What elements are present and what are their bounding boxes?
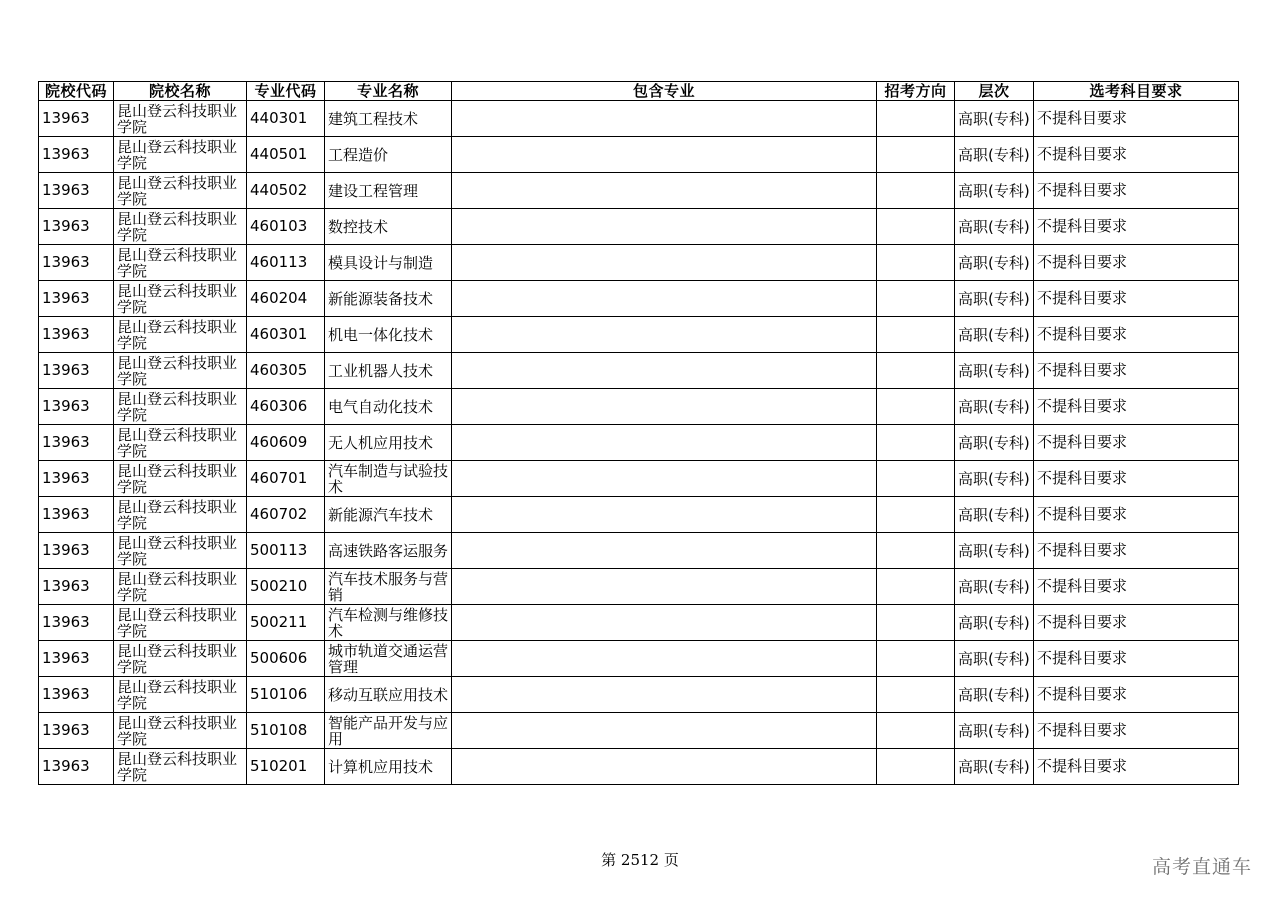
table-row	[39, 677, 1239, 713]
cell-major-name: 智能产品开发与应用	[325, 713, 452, 749]
cell-subject-requirement: 不提科目要求	[1034, 533, 1239, 569]
cell-direction	[877, 749, 955, 785]
cell-direction	[877, 425, 955, 461]
cell-included-majors	[452, 533, 877, 569]
table-row	[39, 317, 1239, 353]
cell-major-code: 510201	[247, 749, 325, 785]
cell-subject-requirement: 不提科目要求	[1034, 281, 1239, 317]
table-row	[39, 605, 1239, 641]
page-number: 第 2512 页	[601, 851, 679, 869]
cell-school-code: 13963	[39, 425, 114, 461]
cell-school-name: 昆山登云科技职业学院	[114, 677, 247, 713]
cell-school-name: 昆山登云科技职业学院	[114, 173, 247, 209]
cell-included-majors	[452, 641, 877, 677]
cell-level: 高职(专科)	[955, 533, 1034, 569]
cell-major-code: 440502	[247, 173, 325, 209]
cell-major-code: 440301	[247, 101, 325, 137]
cell-school-name: 昆山登云科技职业学院	[114, 317, 247, 353]
table-row	[39, 713, 1239, 749]
table-row	[39, 749, 1239, 785]
cell-direction	[877, 533, 955, 569]
cell-major-name: 高速铁路客运服务	[325, 533, 452, 569]
cell-major-code: 440501	[247, 137, 325, 173]
table-row	[39, 281, 1239, 317]
cell-school-name: 昆山登云科技职业学院	[114, 713, 247, 749]
cell-included-majors	[452, 749, 877, 785]
header-subject-requirement: 选考科目要求	[1034, 82, 1239, 101]
cell-major-name: 机电一体化技术	[325, 317, 452, 353]
cell-school-code: 13963	[39, 137, 114, 173]
cell-major-code: 460609	[247, 425, 325, 461]
cell-direction	[877, 569, 955, 605]
cell-subject-requirement: 不提科目要求	[1034, 389, 1239, 425]
header-school-name: 院校名称	[114, 82, 247, 101]
cell-school-name: 昆山登云科技职业学院	[114, 461, 247, 497]
cell-direction	[877, 461, 955, 497]
cell-school-code: 13963	[39, 605, 114, 641]
cell-subject-requirement: 不提科目要求	[1034, 569, 1239, 605]
cell-school-name: 昆山登云科技职业学院	[114, 137, 247, 173]
cell-school-name: 昆山登云科技职业学院	[114, 605, 247, 641]
header-direction: 招考方向	[877, 82, 955, 101]
cell-direction	[877, 497, 955, 533]
cell-level: 高职(专科)	[955, 569, 1034, 605]
header-major-name: 专业名称	[325, 82, 452, 101]
cell-school-name: 昆山登云科技职业学院	[114, 641, 247, 677]
cell-level: 高职(专科)	[955, 173, 1034, 209]
table-row	[39, 389, 1239, 425]
cell-level: 高职(专科)	[955, 137, 1034, 173]
cell-school-code: 13963	[39, 533, 114, 569]
cell-direction	[877, 209, 955, 245]
cell-school-name: 昆山登云科技职业学院	[114, 353, 247, 389]
cell-included-majors	[452, 137, 877, 173]
table-row	[39, 533, 1239, 569]
cell-school-name: 昆山登云科技职业学院	[114, 425, 247, 461]
cell-school-name: 昆山登云科技职业学院	[114, 533, 247, 569]
cell-direction	[877, 605, 955, 641]
table-row	[39, 353, 1239, 389]
cell-major-name: 汽车制造与试验技术	[325, 461, 452, 497]
cell-major-code: 510106	[247, 677, 325, 713]
cell-school-code: 13963	[39, 749, 114, 785]
cell-major-code: 460702	[247, 497, 325, 533]
cell-school-code: 13963	[39, 497, 114, 533]
cell-included-majors	[452, 605, 877, 641]
cell-subject-requirement: 不提科目要求	[1034, 353, 1239, 389]
cell-major-code: 460113	[247, 245, 325, 281]
header-major-code: 专业代码	[247, 82, 325, 101]
cell-subject-requirement: 不提科目要求	[1034, 641, 1239, 677]
cell-school-code: 13963	[39, 677, 114, 713]
header-row	[39, 82, 1239, 101]
cell-major-name: 新能源装备技术	[325, 281, 452, 317]
cell-subject-requirement: 不提科目要求	[1034, 317, 1239, 353]
cell-school-code: 13963	[39, 569, 114, 605]
cell-school-code: 13963	[39, 461, 114, 497]
cell-school-code: 13963	[39, 101, 114, 137]
header-level: 层次	[955, 82, 1034, 101]
cell-subject-requirement: 不提科目要求	[1034, 713, 1239, 749]
cell-included-majors	[452, 245, 877, 281]
table-row	[39, 101, 1239, 137]
cell-major-code: 500606	[247, 641, 325, 677]
cell-school-code: 13963	[39, 281, 114, 317]
cell-major-name: 电气自动化技术	[325, 389, 452, 425]
cell-level: 高职(专科)	[955, 389, 1034, 425]
table-row	[39, 497, 1239, 533]
table-row	[39, 461, 1239, 497]
cell-major-name: 移动互联应用技术	[325, 677, 452, 713]
cell-major-code: 460701	[247, 461, 325, 497]
cell-subject-requirement: 不提科目要求	[1034, 677, 1239, 713]
cell-level: 高职(专科)	[955, 281, 1034, 317]
cell-school-code: 13963	[39, 641, 114, 677]
cell-included-majors	[452, 569, 877, 605]
cell-major-name: 数控技术	[325, 209, 452, 245]
cell-level: 高职(专科)	[955, 605, 1034, 641]
cell-included-majors	[452, 497, 877, 533]
cell-direction	[877, 389, 955, 425]
table-row	[39, 173, 1239, 209]
cell-direction	[877, 353, 955, 389]
table-row	[39, 569, 1239, 605]
cell-direction	[877, 713, 955, 749]
cell-level: 高职(专科)	[955, 749, 1034, 785]
cell-school-name: 昆山登云科技职业学院	[114, 101, 247, 137]
cell-major-name: 建筑工程技术	[325, 101, 452, 137]
cell-level: 高职(专科)	[955, 245, 1034, 281]
cell-included-majors	[452, 173, 877, 209]
cell-level: 高职(专科)	[955, 353, 1034, 389]
cell-level: 高职(专科)	[955, 713, 1034, 749]
cell-direction	[877, 281, 955, 317]
cell-school-code: 13963	[39, 713, 114, 749]
cell-major-code: 460305	[247, 353, 325, 389]
cell-included-majors	[452, 461, 877, 497]
cell-direction	[877, 137, 955, 173]
cell-school-name: 昆山登云科技职业学院	[114, 281, 247, 317]
table-row	[39, 245, 1239, 281]
cell-school-code: 13963	[39, 317, 114, 353]
cell-subject-requirement: 不提科目要求	[1034, 173, 1239, 209]
cell-major-name: 汽车技术服务与营销	[325, 569, 452, 605]
cell-included-majors	[452, 677, 877, 713]
cell-major-name: 新能源汽车技术	[325, 497, 452, 533]
cell-school-name: 昆山登云科技职业学院	[114, 245, 247, 281]
cell-included-majors	[452, 353, 877, 389]
cell-included-majors	[452, 101, 877, 137]
cell-included-majors	[452, 209, 877, 245]
cell-school-name: 昆山登云科技职业学院	[114, 209, 247, 245]
cell-subject-requirement: 不提科目要求	[1034, 101, 1239, 137]
cell-major-name: 无人机应用技术	[325, 425, 452, 461]
cell-level: 高职(专科)	[955, 461, 1034, 497]
cell-included-majors	[452, 317, 877, 353]
cell-level: 高职(专科)	[955, 677, 1034, 713]
cell-direction	[877, 317, 955, 353]
table-row	[39, 137, 1239, 173]
cell-school-name: 昆山登云科技职业学院	[114, 389, 247, 425]
header-included-majors: 包含专业	[452, 82, 877, 101]
cell-subject-requirement: 不提科目要求	[1034, 497, 1239, 533]
cell-school-name: 昆山登云科技职业学院	[114, 569, 247, 605]
cell-major-name: 计算机应用技术	[325, 749, 452, 785]
cell-major-name: 工程造价	[325, 137, 452, 173]
cell-level: 高职(专科)	[955, 641, 1034, 677]
cell-school-code: 13963	[39, 173, 114, 209]
cell-school-code: 13963	[39, 389, 114, 425]
cell-school-name: 昆山登云科技职业学院	[114, 497, 247, 533]
cell-major-code: 510108	[247, 713, 325, 749]
cell-level: 高职(专科)	[955, 101, 1034, 137]
cell-subject-requirement: 不提科目要求	[1034, 605, 1239, 641]
cell-subject-requirement: 不提科目要求	[1034, 137, 1239, 173]
cell-included-majors	[452, 713, 877, 749]
cell-school-code: 13963	[39, 209, 114, 245]
cell-direction	[877, 101, 955, 137]
cell-major-code: 460103	[247, 209, 325, 245]
cell-direction	[877, 245, 955, 281]
cell-direction	[877, 641, 955, 677]
cell-direction	[877, 173, 955, 209]
cell-included-majors	[452, 425, 877, 461]
header-school-code: 院校代码	[39, 82, 114, 101]
cell-major-code: 500210	[247, 569, 325, 605]
cell-major-code: 460306	[247, 389, 325, 425]
table-row	[39, 641, 1239, 677]
cell-included-majors	[452, 389, 877, 425]
cell-school-code: 13963	[39, 245, 114, 281]
cell-major-name: 城市轨道交通运营管理	[325, 641, 452, 677]
cell-major-code: 460301	[247, 317, 325, 353]
admission-table	[38, 81, 1239, 785]
table-body	[39, 101, 1239, 785]
cell-level: 高职(专科)	[955, 209, 1034, 245]
cell-level: 高职(专科)	[955, 317, 1034, 353]
cell-major-name: 模具设计与制造	[325, 245, 452, 281]
cell-subject-requirement: 不提科目要求	[1034, 425, 1239, 461]
cell-subject-requirement: 不提科目要求	[1034, 461, 1239, 497]
table-row	[39, 425, 1239, 461]
cell-subject-requirement: 不提科目要求	[1034, 749, 1239, 785]
table-header	[39, 82, 1239, 101]
cell-major-name: 汽车检测与维修技术	[325, 605, 452, 641]
cell-school-code: 13963	[39, 353, 114, 389]
cell-level: 高职(专科)	[955, 497, 1034, 533]
cell-subject-requirement: 不提科目要求	[1034, 245, 1239, 281]
watermark-text: 高考直通车	[1151, 856, 1252, 878]
cell-school-name: 昆山登云科技职业学院	[114, 749, 247, 785]
cell-level: 高职(专科)	[955, 425, 1034, 461]
cell-included-majors	[452, 281, 877, 317]
cell-major-code: 460204	[247, 281, 325, 317]
cell-subject-requirement: 不提科目要求	[1034, 209, 1239, 245]
cell-major-code: 500211	[247, 605, 325, 641]
cell-major-name: 工业机器人技术	[325, 353, 452, 389]
cell-direction	[877, 677, 955, 713]
table-row	[39, 209, 1239, 245]
cell-major-name: 建设工程管理	[325, 173, 452, 209]
cell-major-code: 500113	[247, 533, 325, 569]
